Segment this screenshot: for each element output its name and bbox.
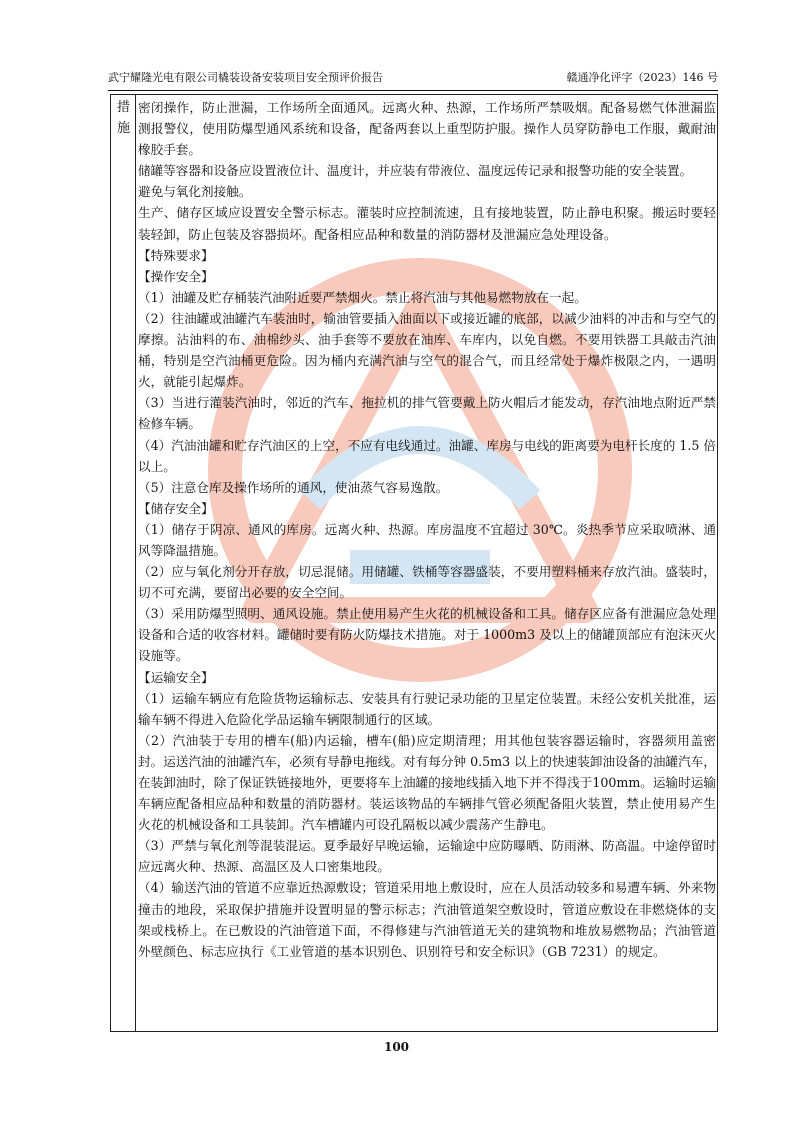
label-char: 措: [116, 100, 130, 115]
paragraph: 生产、储存区域应设置安全警示标志。灌装时应控制流速，且有接地装置，防止静电积聚。搬运时要轻装轻卸，防止包装及容器损坏。配备相应品种和数量的消防器材及泄漏应急处理设备。: [138, 205, 716, 242]
paragraph: （1）运输车辆应有危险货物运输标志、安装具有行驶记录功能的卫星定位装置。未经公安机关批准，运输车辆不得进入危险化学品运输车辆限制通行的区域。: [138, 690, 716, 727]
report-number: 赣通净化评字（2023）146 号: [566, 71, 718, 84]
report-title: 武宁耀隆光电有限公司橇装设备安装项目安全预评价报告: [108, 71, 383, 84]
section-heading: 【特殊要求】: [138, 247, 214, 263]
paragraph: 避免与氧化剂接触。: [138, 184, 252, 200]
paragraph: （2）应与氧化剂分开存放，切忌混储。用储罐、铁桶等容器盛装，不要用塑料桶来存放汽油。盛装时，切不可充满，要留出必要的安全空间。: [138, 564, 716, 601]
paragraph: （3）严禁与氧化剂等混装混运。夏季最好早晚运输，运输途中应防曝晒、防雨淋、防高温。中途停留时应远离火种、热源、高温区及人口密集地段。: [138, 838, 716, 875]
section-heading: 【储存安全】: [138, 500, 214, 516]
paragraph: （5）注意仓库及操作场所的通风，使油蒸气容易逸散。: [138, 479, 449, 495]
paragraph: （2）汽油装于专用的槽车(船)内运输，槽车(船)应定期清理；用其他包装容器运输时，容器须用盖密封。运送汽油的油罐汽车，必须有导静电拖线。对有每分钟 0.5m3 以上的快速装卸油设备的油罐汽车，在装卸油时，除了保证铁链接地外，更要将车上油罐的接地线插入地下并不得浅于100mm。运输时运输车辆应配备相应品种和数量的消防器材。装运该物品的车辆排气管必须配备阻火装置，禁止使用易产生火花的机械设备和工具装卸。汽车槽罐内可设孔隔板以减少震荡产生静电。: [138, 732, 716, 833]
paragraph: （3）当进行灌装汽油时，邻近的汽车、拖拉机的排气管要戴上防火帽后才能发动，存汽油地点附近严禁检修车辆。: [138, 395, 716, 432]
label-char: 施: [116, 121, 130, 136]
page-number: 100: [383, 1040, 410, 1054]
paragraph: （4）汽油油罐和贮存汽油区的上空，不应有电线通过。油罐、库房与电线的距离要为电杆长度的 1.5 倍以上。: [138, 437, 716, 474]
paragraph: （4）输送汽油的管道不应靠近热源敷设；管道采用地上敷设时，应在人员活动较多和易遭车辆、外来物撞击的地段，采取保护措施并设置明显的警示标志；汽油管道架空敷设时，管道应敷设在非燃烧体的支架或栈桥上。在已敷设的汽油管道下面，不得修建与汽油管道无关的建筑物和堆放易燃物品；汽油管道外壁颜色、标志应执行《工业管道的基本识别色、识别符号和安全标识》（GB 7231）的规定。: [138, 880, 716, 959]
paragraph: 储罐等容器和设备应设置液位计、温度计，并应装有带液位、温度远传记录和报警功能的安全装置。: [138, 163, 693, 179]
paragraph: （1）储存于阴凉、通风的库房。远离火种、热源。库房温度不宜超过 30℃。炎热季节应采取喷淋、通风等降温措施。: [138, 521, 716, 558]
paragraph: （3）采用防爆型照明、通风设施。禁止使用易产生火花的机械设备和工具。储存区应备有泄漏应急处理设备和合适的收容材料。罐储时要有防火防爆技术措施。对于 1000m3 及以上的储罐顶部应有泡沫灭火设施等。: [138, 606, 716, 664]
section-heading: 【运输安全】: [138, 669, 214, 685]
paragraph: （2）往油罐或油罐汽车装油时，输油管要插入油面以下或接近罐的底部，以减少油料的冲击和与空气的摩擦。沾油料的布、油棉纱头、油手套等不要放在油库、车库内，以免自燃。不要用铁器工具敲击汽油桶，特别是空汽油桶更危险。因为桶内充满汽油与空气的混合气，而且经常处于爆炸极限之内，一遇明火，就能引起爆炸。: [138, 310, 716, 390]
table-label-column: [111, 95, 136, 1031]
measures-table: [110, 94, 718, 1032]
header-divider: [108, 90, 718, 91]
paragraph: 密闭操作，防止泄漏，工作场所全面通风。远离火种、热源，工作场所严禁吸烟。配备易燃气体泄漏监测报警仪，使用防爆型通风系统和设备，配备两套以上重型防护服。操作人员穿防静电工作服，戴耐油橡胶手套。: [138, 100, 716, 158]
measures-content: [138, 97, 716, 962]
paragraph: （1）油罐及贮存桶装汽油附近要严禁烟火。禁止将汽油与其他易燃物放在一起。: [138, 289, 587, 305]
page-header: [108, 68, 718, 88]
section-heading: 【操作安全】: [138, 268, 214, 284]
